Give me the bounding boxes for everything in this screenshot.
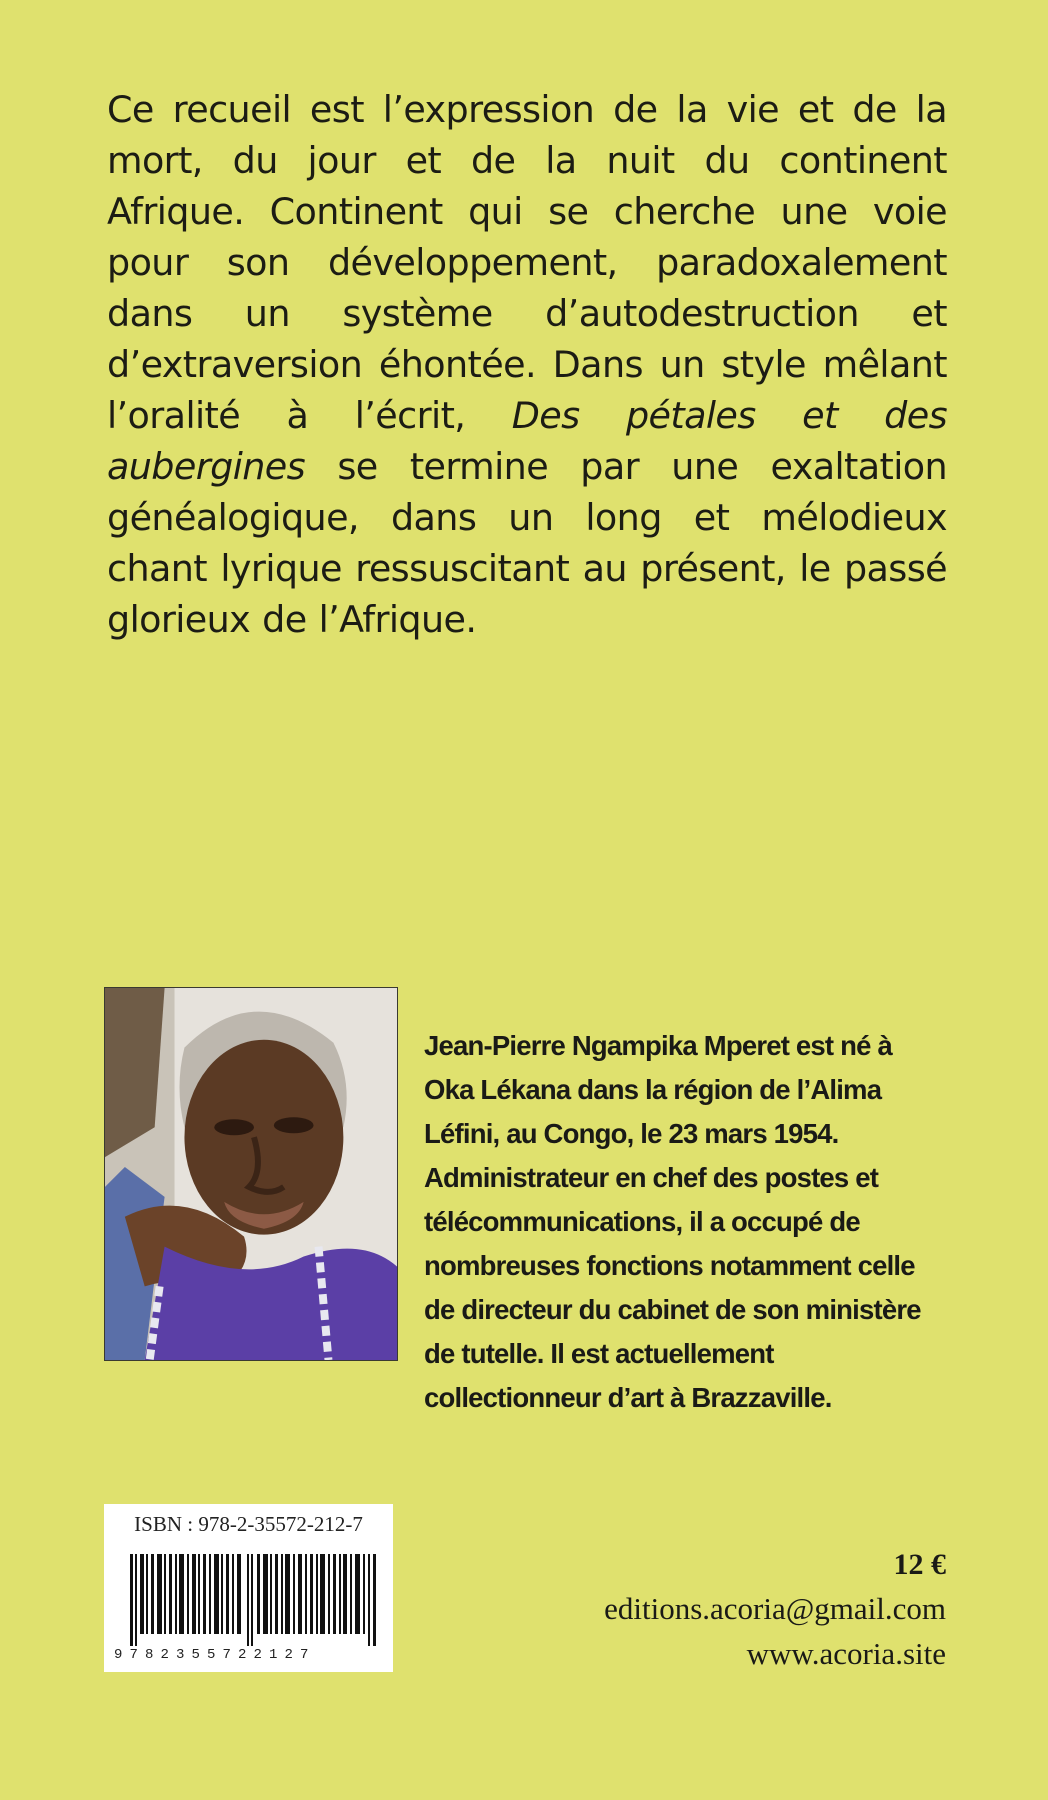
publisher-website: www.acoria.site	[746, 1636, 946, 1671]
blurb-text-end: se termine par une exaltation généalogique, dans un long et mélodieux chant lyrique ressuscitant au présent, le passé glorieux de l’Afrique.	[107, 445, 947, 641]
barcode-area	[104, 1504, 393, 1672]
author-photo	[104, 987, 398, 1361]
publisher-contact	[604, 1544, 946, 1676]
author-portrait-icon	[105, 988, 397, 1360]
blurb-text-start: Ce recueil est l’expression de la vie et de la mort, du jour et de la nuit du continent Afrique. Continent qui se cherche une voie pour son développement, paradoxalement dans un système d’autodestruction et d’extraversion éhontée. Dans un style mêlant l’oralité à l’écrit,	[107, 88, 947, 437]
cover-blurb	[107, 84, 947, 645]
author-bio: Jean-Pierre Ngampika Mperet est né à Oka Lékana dans la région de l’Alima Léfini, au Congo, le 23 mars 1954. Administrateur en chef des postes et télécommunications, il a occupé de nombreuses fonctions notamment celle de directeur du cabinet de son ministère de tutelle. Il est actuellement collectionneur d’art à Brazzaville.	[424, 1030, 921, 1413]
barcode-icon	[130, 1554, 376, 1646]
isbn-label: ISBN : 978-2-35572-212-7	[134, 1512, 363, 1536]
barcode-digits: 9782355722127	[114, 1647, 316, 1663]
price-label: 12 €	[893, 1548, 946, 1581]
book-title: Des pétales et des aubergines	[107, 394, 947, 488]
publisher-email: editions.acoria@gmail.com	[604, 1591, 946, 1626]
